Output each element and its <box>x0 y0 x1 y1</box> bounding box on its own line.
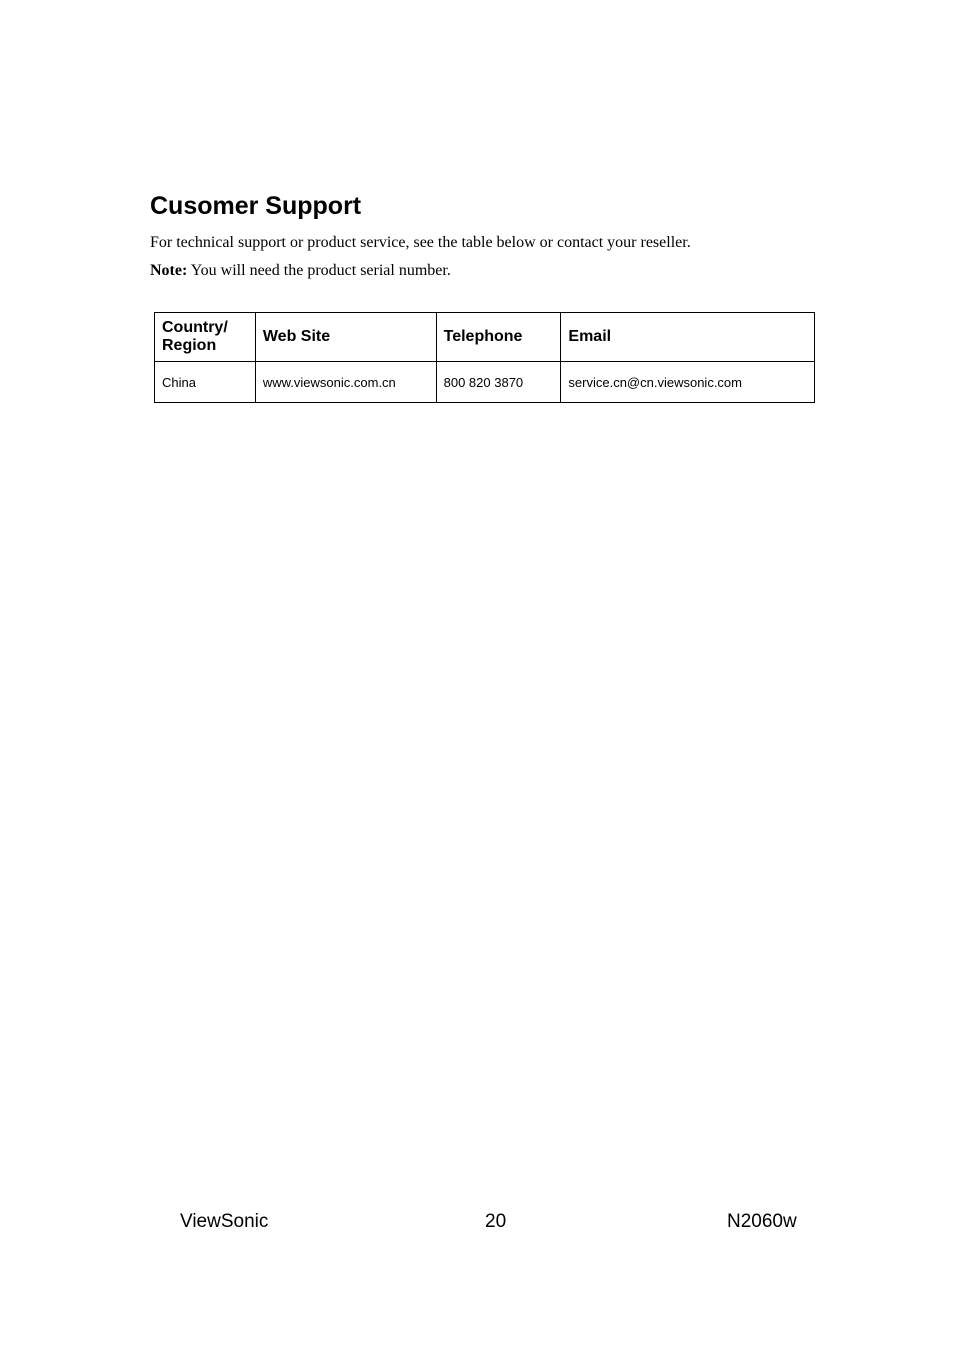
cell-email: service.cn@cn.viewsonic.com <box>561 362 815 403</box>
cell-telephone: 800 820 3870 <box>436 362 561 403</box>
footer-brand: ViewSonic <box>180 1211 269 1232</box>
cell-country: China <box>155 362 256 403</box>
header-web-site: Web Site <box>255 313 436 362</box>
header-telephone: Telephone <box>436 313 561 362</box>
note-label: Note: <box>150 262 188 279</box>
header-country-region-text: Country/ Region <box>162 319 228 354</box>
footer-page-number: 20 <box>485 1211 507 1232</box>
note-paragraph <box>150 261 451 281</box>
cell-web-site: www.viewsonic.com.cn <box>255 362 436 403</box>
page-title: Cusomer Support <box>150 192 362 220</box>
support-table <box>154 312 815 403</box>
footer-model: N2060w <box>727 1211 797 1232</box>
intro-paragraph: For technical support or product service, see the table below or contact your reseller. <box>150 234 691 251</box>
header-country-region <box>155 313 256 362</box>
header-email: Email <box>561 313 815 362</box>
note-text: You will need the product serial number. <box>187 262 451 279</box>
table-row <box>155 362 815 403</box>
table-header-row <box>155 313 815 362</box>
